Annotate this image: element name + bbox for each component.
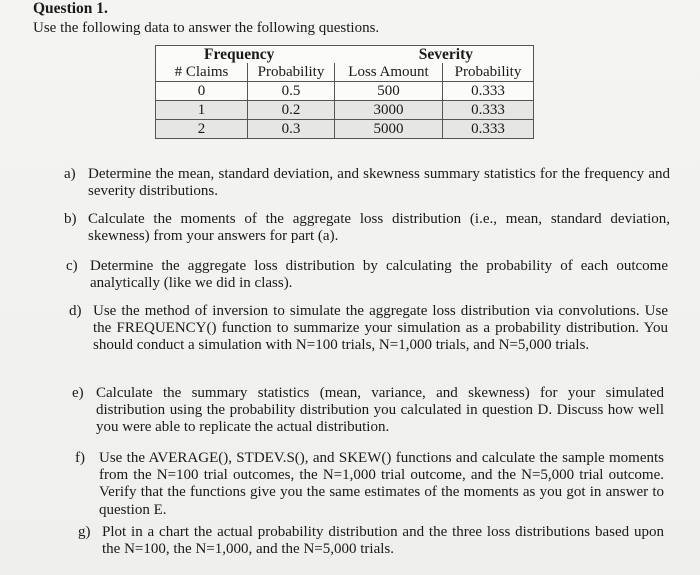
cell-claims: 2 bbox=[156, 120, 248, 139]
cell-claims: 1 bbox=[156, 101, 248, 120]
question-label: c) bbox=[66, 258, 78, 274]
header-loss-amount: Loss Amount bbox=[335, 63, 443, 82]
question-text: Calculate the moments of the aggregate loss distribution (i.e., mean, standard deviation, skewness) from your answers for part (a). bbox=[88, 211, 670, 245]
cell-claims: 0 bbox=[156, 82, 248, 101]
question-label: e) bbox=[72, 385, 84, 401]
table-header-row bbox=[156, 63, 534, 82]
cell-loss-amount: 500 bbox=[335, 82, 443, 101]
question-title: Question 1. bbox=[33, 0, 108, 17]
question-label: g) bbox=[78, 524, 91, 540]
table-group-header-row bbox=[156, 46, 534, 64]
table-row bbox=[156, 82, 534, 101]
cell-frequency-probability: 0.5 bbox=[248, 82, 335, 101]
header-claims: # Claims bbox=[156, 63, 248, 82]
question-label: d) bbox=[69, 303, 82, 319]
cell-severity-probability: 0.333 bbox=[443, 101, 534, 120]
question-c bbox=[66, 258, 668, 294]
question-g bbox=[78, 524, 664, 560]
question-text: Determine the mean, standard deviation, and skewness summary statistics for the frequency and severity distributions. bbox=[88, 166, 670, 200]
cell-loss-amount: 5000 bbox=[335, 120, 443, 139]
cell-frequency-probability: 0.2 bbox=[248, 101, 335, 120]
question-f bbox=[75, 450, 664, 522]
question-e bbox=[72, 385, 664, 439]
question-text: Use the AVERAGE(), STDEV.S(), and SKEW() functions and calculate the sample moments from the N=100 trial outcomes, the N=1,000 trial outcome, and the N=5,000 trial outcome. Verify that the functions give you the same estimates of the moments as you got in answer to question E. bbox=[99, 450, 664, 518]
cell-frequency-probability: 0.3 bbox=[248, 120, 335, 139]
table-row bbox=[156, 101, 534, 120]
question-b bbox=[64, 211, 670, 247]
question-label: b) bbox=[64, 211, 77, 227]
cell-loss-amount: 3000 bbox=[335, 101, 443, 120]
header-frequency-probability: Probability bbox=[248, 63, 335, 82]
cell-severity-probability: 0.333 bbox=[443, 120, 534, 139]
frequency-group-header: Frequency bbox=[156, 46, 335, 64]
data-table bbox=[155, 45, 534, 139]
severity-group-header: Severity bbox=[335, 46, 534, 64]
table-row bbox=[156, 120, 534, 139]
question-a bbox=[64, 166, 670, 202]
question-label: f) bbox=[75, 450, 85, 466]
question-label: a) bbox=[64, 166, 76, 182]
question-text: Calculate the summary statistics (mean, variance, and skewness) for your simulated distribution using the probability distribution you calculated in question D. Discuss how well you were able to replicate the actual distribution. bbox=[96, 385, 664, 436]
question-text: Determine the aggregate loss distribution by calculating the probability of each outcome analytically (like we did in class). bbox=[90, 258, 668, 292]
question-text: Use the method of inversion to simulate the aggregate loss distribution via convolutions. Use the FREQUENCY() function to summarize your simulation as a probability distribution. You should conduct a simulation with N=100 trials, N=1,000 trials, and N=5,000 trials. bbox=[93, 303, 668, 354]
header-severity-probability: Probability bbox=[443, 63, 534, 82]
question-intro: Use the following data to answer the following questions. bbox=[33, 20, 380, 36]
question-text: Plot in a chart the actual probability distribution and the three loss distributions based upon the N=100, the N=1,000, and the N=5,000 trials. bbox=[102, 524, 664, 558]
question-d bbox=[69, 303, 668, 375]
cell-severity-probability: 0.333 bbox=[443, 82, 534, 101]
